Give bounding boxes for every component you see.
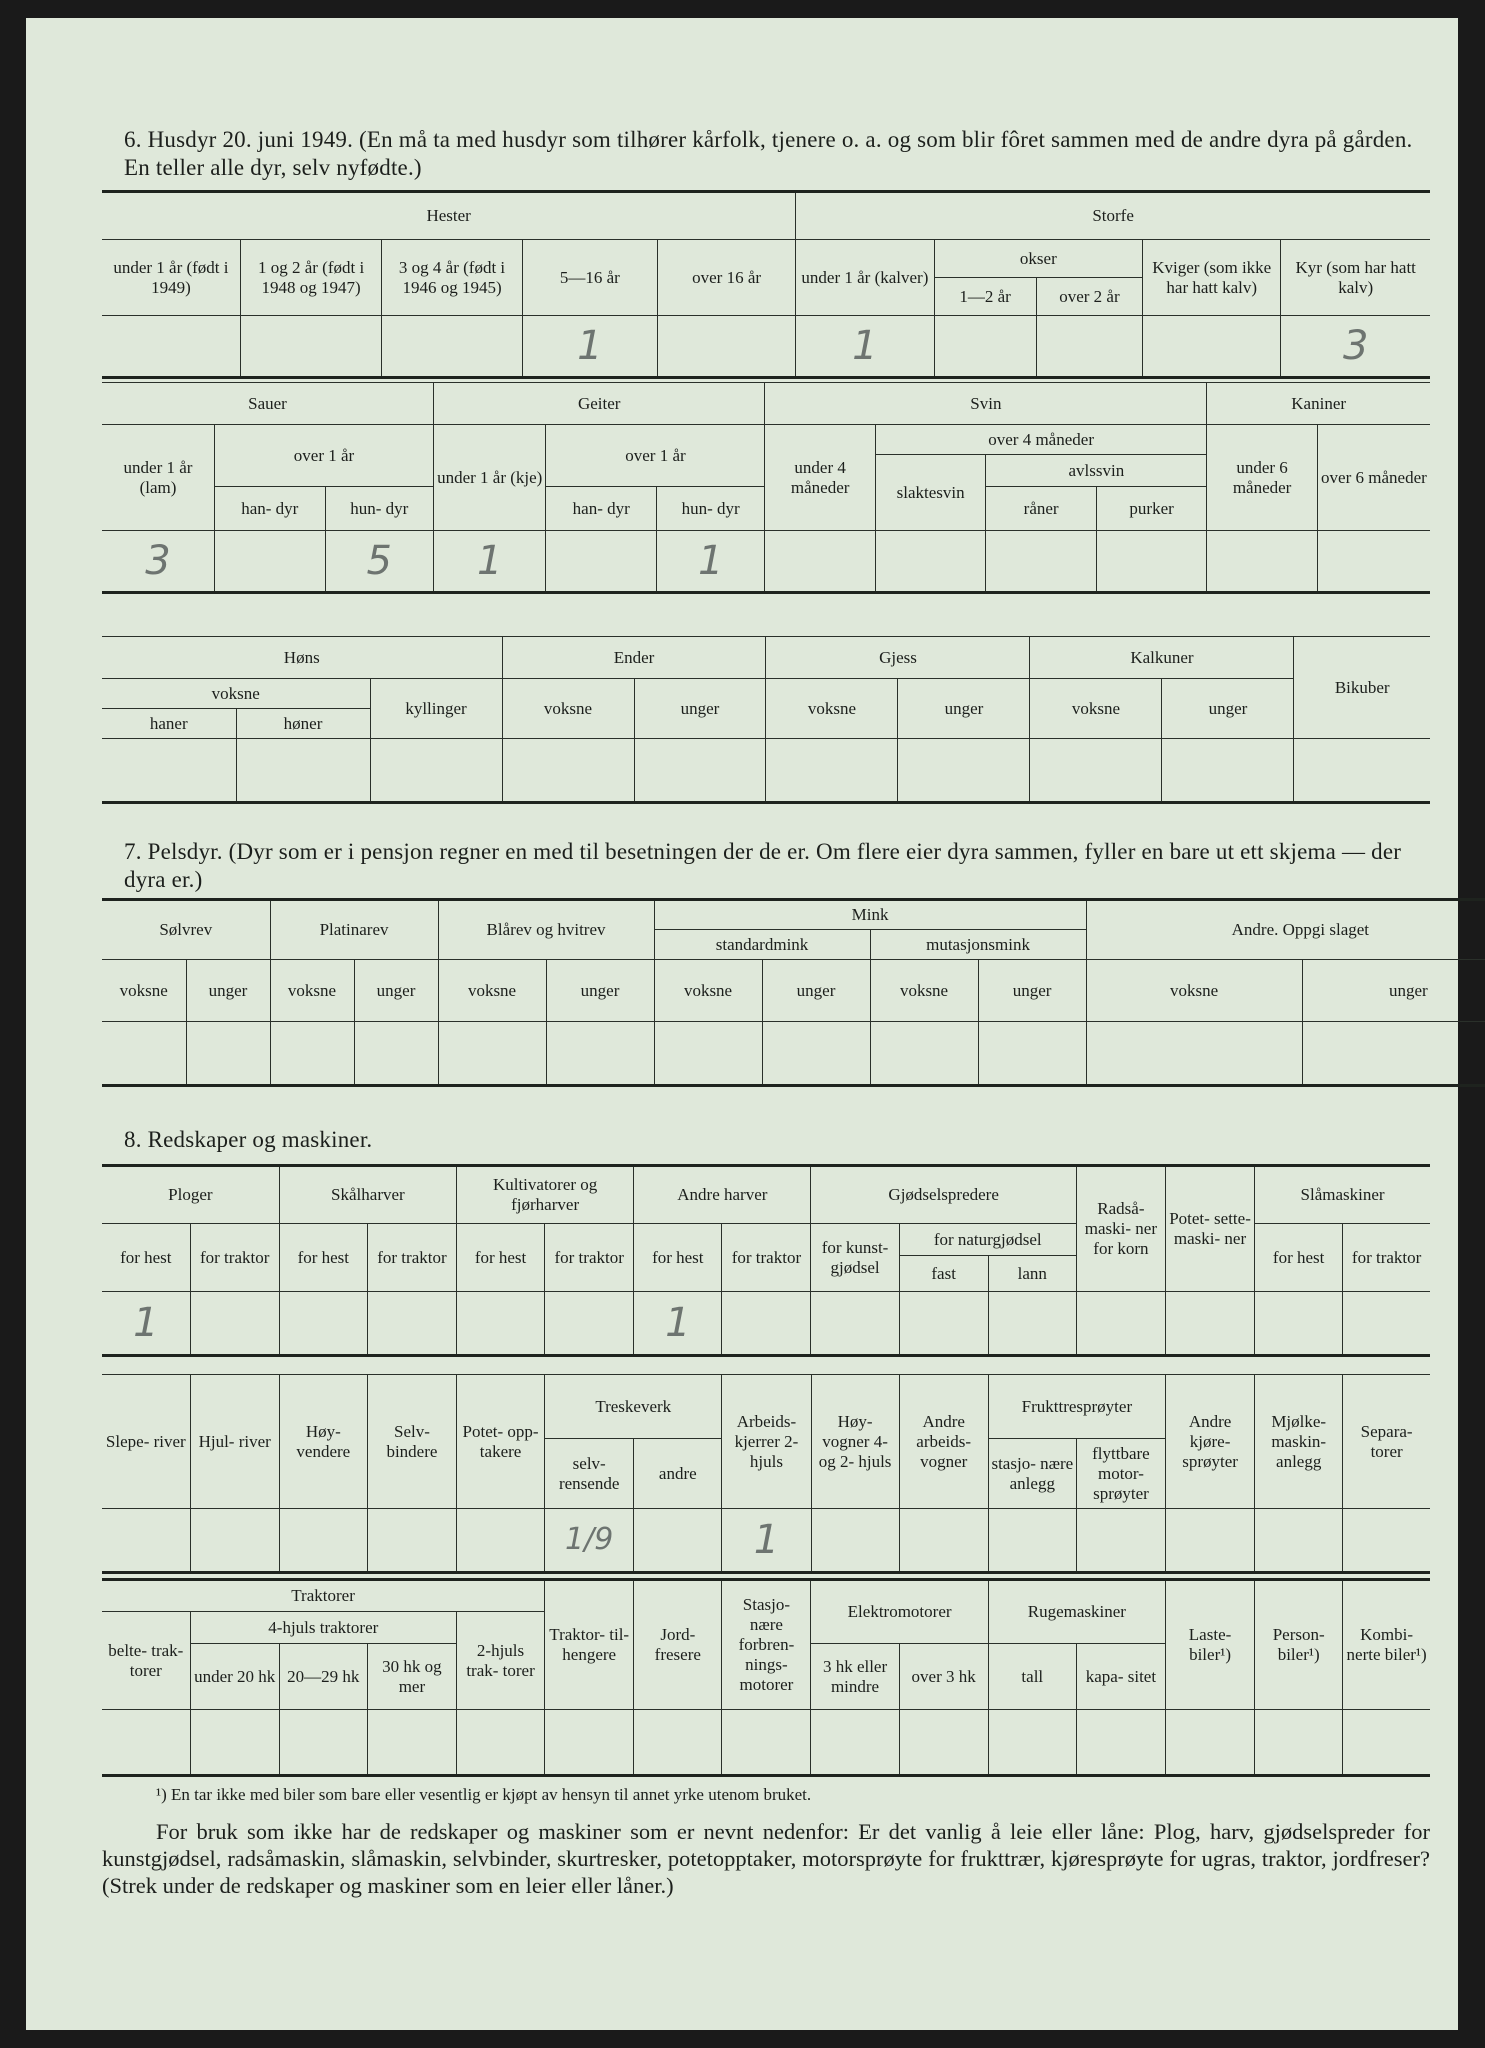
cell-input[interactable]	[367, 1509, 456, 1573]
closing-paragraph: For bruk som ikke har de redskaper og maskiner som er nevnt nedenfor: Er det vanlig å leie eller låne: Plog, harv, gjødselspreder for kunstgjødsel, radsåmaskin, slåmaskin, selvbinder, skurtresker, potetopptaker, motorsprøyte for frukttrær, kjøresprøyte for ugras, traktor, jordfreser? (Strek under de redskaper og maskiner som en leier eller låner.)	[102, 1819, 1430, 1898]
header-mutasjonsmink: mutasjonsmink	[870, 930, 1086, 960]
cell-input[interactable]	[382, 316, 522, 378]
header-kaniner: Kaniner	[1207, 383, 1430, 425]
header-platinarev: Platinarev	[270, 900, 438, 960]
section-6-heading: 6. Husdyr 20. juni 1949. (En må ta med husdyr som tilhører kårfolk, tjenere o. a. og som blir fôret sammen med de andre dyra på gården. En teller alle dyr, selv nyfødte.)	[124, 127, 1413, 180]
cell-input[interactable]	[190, 1292, 279, 1356]
header-4hjuls: 4-hjuls traktorer	[190, 1612, 456, 1644]
cell-input[interactable]	[1076, 1710, 1165, 1776]
col-avlssvin: avlssvin	[986, 455, 1207, 487]
cell-input[interactable]	[978, 1022, 1086, 1086]
header-ploger: Ploger	[102, 1166, 279, 1224]
header-ender: Ender	[502, 637, 766, 679]
col-kviger: Kviger (som ikke har hatt kalv)	[1143, 240, 1281, 316]
section-8-heading: 8. Redskaper og maskiner.	[124, 1127, 373, 1152]
cell-input[interactable]	[545, 1292, 634, 1356]
col-kan-over6: over 6 måneder	[1317, 425, 1430, 531]
cell-input[interactable]	[657, 316, 795, 378]
col-naturgjodsel: for naturgjødsel	[899, 1224, 1076, 1256]
cell-input[interactable]	[722, 1292, 811, 1356]
cell-input[interactable]	[457, 1509, 545, 1573]
table-sauer-geiter-svin	[102, 382, 1430, 594]
col-arbeidskjerrer: Arbeids- kjerrer 2-hjuls	[722, 1375, 811, 1509]
col-30hk: 30 hk og mer	[367, 1644, 456, 1710]
cell-input[interactable]	[1255, 1509, 1343, 1573]
cell-input[interactable]	[765, 531, 875, 593]
cell-input[interactable]	[934, 316, 1036, 378]
table-pelsdyr	[102, 898, 1485, 1087]
col-ender-voksne: voksne	[502, 679, 634, 739]
col-sau-hundyr: hun- dyr	[325, 487, 433, 531]
col-slamaskiner-hest: for hest	[1255, 1224, 1343, 1292]
cell-sau-lam[interactable]: 3	[102, 531, 215, 593]
cell-input[interactable]	[766, 739, 898, 803]
col-hester-over16: over 16 år	[657, 240, 795, 316]
col-geit-handyr: han- dyr	[546, 487, 656, 531]
col-geit-over1: over 1 år	[546, 425, 765, 487]
col-jordfresere: Jord- fresere	[634, 1580, 722, 1710]
cell-input[interactable]	[811, 1292, 899, 1356]
col-andre-harver-hest: for hest	[634, 1224, 722, 1292]
col-kultivatorer-traktor: for traktor	[545, 1224, 634, 1292]
cell-arbeidskjerrer[interactable]: 1	[722, 1509, 811, 1573]
header-hons: Høns	[102, 637, 502, 679]
col-standardmink-voksne: voksne	[654, 960, 762, 1022]
col-kunstgjodsel: for kunst- gjødsel	[811, 1224, 899, 1292]
cell-hester-5-16[interactable]: 1	[522, 316, 657, 378]
col-mjolkemaskinanlegg: Mjølke- maskin- anlegg	[1255, 1375, 1343, 1509]
col-kombinerte: Kombi- nerte biler¹)	[1343, 1580, 1430, 1710]
col-blarev-unger: unger	[546, 960, 654, 1022]
cell-input[interactable]	[1255, 1292, 1343, 1356]
header-gjess: Gjess	[766, 637, 1030, 679]
header-andre-pelsdyr: Andre. Oppgi slaget	[1086, 900, 1485, 960]
col-andre-unger: unger	[1302, 960, 1485, 1022]
table-traktorer	[102, 1578, 1430, 1777]
col-kalkuner-unger: unger	[1162, 679, 1294, 739]
cell-input[interactable]	[634, 1710, 722, 1776]
col-hons-voksne: voksne	[102, 679, 370, 709]
col-andre-kjoresproyter: Andre kjøre- sprøyter	[1166, 1375, 1255, 1509]
cell-input[interactable]	[1343, 1710, 1430, 1776]
col-hester-5-16: 5—16 år	[522, 240, 657, 316]
cell-input[interactable]	[988, 1292, 1076, 1356]
header-kultivatorer: Kultivatorer og fjørharver	[457, 1166, 634, 1224]
col-slaktesvin: slaktesvin	[875, 455, 985, 531]
cell-input[interactable]	[1294, 739, 1430, 803]
col-stasjonaere-motorer: Stasjo- nære forbren- nings- motorer	[722, 1580, 811, 1710]
cell-input[interactable]	[438, 1022, 546, 1086]
cell-input[interactable]	[457, 1292, 545, 1356]
col-honer: høner	[236, 709, 370, 739]
col-hester-1og2: 1 og 2 år (født i 1948 og 1947)	[240, 240, 382, 316]
cell-input[interactable]	[1165, 1710, 1254, 1776]
col-okser: okser	[934, 240, 1143, 278]
col-fast: fast	[899, 1256, 988, 1292]
cell-input[interactable]	[190, 1710, 279, 1776]
header-kalkuner: Kalkuner	[1030, 637, 1294, 679]
cell-storfe-under1[interactable]: 1	[796, 316, 934, 378]
header-geiter: Geiter	[433, 383, 764, 425]
cell-andre-harver-hest[interactable]: 1	[634, 1292, 722, 1356]
cell-input[interactable]	[279, 1710, 367, 1776]
cell-input[interactable]	[654, 1022, 762, 1086]
col-separatorer: Separa- torer	[1343, 1375, 1430, 1509]
cell-input[interactable]	[102, 1710, 190, 1776]
col-okser-1-2: 1—2 år	[934, 278, 1036, 316]
col-purker: purker	[1096, 487, 1206, 531]
col-mutasjonsmink-voksne: voksne	[870, 960, 978, 1022]
cell-input[interactable]	[502, 739, 634, 803]
cell-input[interactable]	[1343, 1509, 1430, 1573]
col-slamaskiner-traktor: for traktor	[1343, 1224, 1430, 1292]
header-hester: Hester	[102, 192, 796, 240]
cell-input[interactable]	[102, 1022, 186, 1086]
col-skalharver-hest: for hest	[279, 1224, 367, 1292]
col-stasjonaere-anlegg: stasjo- nære anlegg	[988, 1439, 1076, 1509]
cell-input[interactable]	[186, 1022, 270, 1086]
cell-geit-kje[interactable]: 1	[433, 531, 546, 593]
col-hjulriver: Hjul- river	[190, 1375, 279, 1509]
cell-input[interactable]	[1036, 316, 1142, 378]
cell-input[interactable]	[988, 1710, 1076, 1776]
col-hester-3og4: 3 og 4 år (født i 1946 og 1945)	[382, 240, 522, 316]
header-standardmink: standardmink	[654, 930, 870, 960]
col-20-29: 20—29 hk	[279, 1644, 367, 1710]
cell-kyr[interactable]: 3	[1281, 316, 1430, 378]
cell-input[interactable]	[898, 739, 1030, 803]
col-solvrev-unger: unger	[186, 960, 270, 1022]
col-flyttbare: flyttbare motor- sprøyter	[1076, 1439, 1165, 1509]
cell-input[interactable]	[1165, 1292, 1254, 1356]
col-standardmink-unger: unger	[762, 960, 870, 1022]
cell-input[interactable]	[986, 531, 1096, 593]
cell-input[interactable]	[215, 531, 325, 593]
col-kyr: Kyr (som har hatt kalv)	[1281, 240, 1430, 316]
cell-input[interactable]	[354, 1022, 438, 1086]
col-ender-unger: unger	[634, 679, 766, 739]
col-ploger-hest: for hest	[102, 1224, 190, 1292]
cell-input[interactable]	[1166, 1509, 1255, 1573]
header-traktorer: Traktorer	[102, 1580, 545, 1612]
col-kyllinger: kyllinger	[370, 679, 502, 739]
cell-input[interactable]	[1076, 1509, 1165, 1573]
header-elektromotorer: Elektromotorer	[811, 1580, 988, 1644]
footnote: ¹) En tar ikke med biler som bare eller vesentlig er kjøpt av hensyn til annet yrke utenom bruket.	[156, 1785, 812, 1804]
cell-input[interactable]	[367, 1710, 456, 1776]
col-over3hk: over 3 hk	[899, 1644, 988, 1710]
cell-input[interactable]	[1162, 739, 1294, 803]
header-mink: Mink	[654, 900, 1086, 930]
cell-input[interactable]	[811, 1710, 899, 1776]
col-personbiler: Person- biler¹)	[1255, 1580, 1343, 1710]
header-rugemaskiner: Rugemaskiner	[988, 1580, 1165, 1644]
cell-input[interactable]	[634, 1509, 722, 1573]
cell-input[interactable]	[988, 1509, 1076, 1573]
cell-input[interactable]	[875, 531, 985, 593]
col-tall: tall	[988, 1644, 1076, 1710]
col-sau-handyr: han- dyr	[215, 487, 325, 531]
table-hester-storfe	[102, 190, 1430, 379]
col-svin-over4: over 4 måneder	[875, 425, 1206, 455]
col-treskeverk-andre: andre	[634, 1439, 722, 1509]
cell-input[interactable]	[899, 1710, 988, 1776]
cell-input[interactable]	[1143, 316, 1281, 378]
header-bikuber: Bikuber	[1294, 637, 1430, 739]
header-sauer: Sauer	[102, 383, 433, 425]
header-frukttresproyter: Frukttresprøyter	[988, 1375, 1165, 1439]
col-sleperiver: Slepe- river	[102, 1375, 190, 1509]
cell-input[interactable]	[240, 316, 382, 378]
col-traktortilhengere: Traktor- til- hengere	[545, 1580, 634, 1710]
header-storfe: Storfe	[796, 192, 1430, 240]
cell-input[interactable]	[1096, 531, 1206, 593]
cell-input[interactable]	[546, 531, 656, 593]
header-slamaskiner: Slåmaskiner	[1255, 1166, 1430, 1224]
col-geit-under1: under 1 år (kje)	[433, 425, 546, 531]
cell-input[interactable]	[1030, 739, 1162, 803]
cell-input[interactable]	[270, 1022, 354, 1086]
col-hoyvendere: Høy- vendere	[279, 1375, 367, 1509]
col-under20: under 20 hk	[190, 1644, 279, 1710]
cell-input[interactable]	[1207, 531, 1317, 593]
header-svin: Svin	[765, 383, 1207, 425]
header-solvrev: Sølvrev	[102, 900, 270, 960]
cell-input[interactable]	[899, 1509, 988, 1573]
header-andre-harver: Andre harver	[634, 1166, 811, 1224]
cell-input[interactable]	[102, 739, 236, 803]
col-selvrensende: selv- rensende	[545, 1439, 634, 1509]
col-kapasitet: kapa- sitet	[1076, 1644, 1165, 1710]
header-treskeverk: Treskeverk	[545, 1375, 722, 1439]
cell-input[interactable]	[762, 1022, 870, 1086]
col-andre-harver-traktor: for traktor	[722, 1224, 811, 1292]
cell-input[interactable]	[1255, 1710, 1343, 1776]
cell-input[interactable]	[634, 739, 766, 803]
col-lann: lann	[988, 1256, 1076, 1292]
col-raner: råner	[986, 487, 1096, 531]
header-blarev: Blårev og hvitrev	[438, 900, 654, 960]
table-redskaper-2	[102, 1374, 1430, 1574]
col-blarev-voksne: voksne	[438, 960, 546, 1022]
col-sau-over1: over 1 år	[215, 425, 434, 487]
col-storfe-under1: under 1 år (kalver)	[796, 240, 934, 316]
cell-input[interactable]	[456, 1710, 544, 1776]
col-geit-hundyr: hun- dyr	[656, 487, 764, 531]
col-solvrev-voksne: voksne	[102, 960, 186, 1022]
cell-sau-hundyr[interactable]: 5	[325, 531, 433, 593]
header-gjodselspredere: Gjødselspredere	[811, 1166, 1076, 1224]
col-ploger-traktor: for traktor	[190, 1224, 279, 1292]
cell-input[interactable]	[546, 1022, 654, 1086]
col-kultivatorer-hest: for hest	[457, 1224, 545, 1292]
cell-input[interactable]	[1343, 1292, 1430, 1356]
col-okser-over2: over 2 år	[1036, 278, 1142, 316]
col-gjess-voksne: voksne	[766, 679, 898, 739]
header-skalharver: Skålharver	[279, 1166, 456, 1224]
col-beltetraktorer: belte- trak- torer	[102, 1612, 190, 1710]
cell-input[interactable]	[722, 1710, 811, 1776]
table-fjorfe	[102, 636, 1430, 804]
col-andre-arbeidsvogner: Andre arbeids- vogner	[899, 1375, 988, 1509]
cell-input[interactable]	[899, 1292, 988, 1356]
cell-selvrensende[interactable]: 1/9	[545, 1509, 634, 1573]
form-page	[26, 18, 1458, 2030]
col-hoyvogner: Høy- vogner 4- og 2- hjuls	[811, 1375, 899, 1509]
cell-input[interactable]	[870, 1022, 978, 1086]
col-andre-voksne: voksne	[1086, 960, 1302, 1022]
cell-input[interactable]	[279, 1509, 367, 1573]
col-3hk-mindre: 3 hk eller mindre	[811, 1644, 899, 1710]
cell-geit-hundyr[interactable]: 1	[656, 531, 764, 593]
col-skalharver-traktor: for traktor	[367, 1224, 456, 1292]
col-haner: haner	[102, 709, 236, 739]
cell-input[interactable]	[1086, 1022, 1302, 1086]
cell-input[interactable]	[102, 316, 240, 378]
col-platinarev-unger: unger	[354, 960, 438, 1022]
col-hester-under1: under 1 år (født i 1949)	[102, 240, 240, 316]
cell-input[interactable]	[236, 739, 370, 803]
col-kalkuner-voksne: voksne	[1030, 679, 1162, 739]
header-radsamaskiner: Radså- maski- ner for korn	[1076, 1166, 1165, 1292]
col-lastebiler: Laste- biler¹)	[1165, 1580, 1254, 1710]
cell-input[interactable]	[370, 739, 502, 803]
header-potettesettemaskiner: Potet- sette- maski- ner	[1165, 1166, 1254, 1292]
col-mutasjonsmink-unger: unger	[978, 960, 1086, 1022]
cell-input[interactable]	[1317, 531, 1430, 593]
col-platinarev-voksne: voksne	[270, 960, 354, 1022]
col-sau-under1: under 1 år (lam)	[102, 425, 215, 531]
section-7-heading: 7. Pelsdyr. (Dyr som er i pensjon regner en med til besetningen der de er. Om flere eier dyra sammen, fyller en bare ut ett skjema — der dyra er.)	[124, 839, 1402, 892]
cell-input[interactable]	[367, 1292, 456, 1356]
cell-input[interactable]	[102, 1509, 190, 1573]
cell-ploger-hest[interactable]: 1	[102, 1292, 190, 1356]
cell-input[interactable]	[279, 1292, 367, 1356]
col-2hjuls: 2-hjuls trak- torer	[456, 1612, 544, 1710]
cell-input[interactable]	[190, 1509, 279, 1573]
cell-input[interactable]	[1076, 1292, 1165, 1356]
cell-input[interactable]	[545, 1710, 634, 1776]
col-potetopptakere: Potet- opp- takere	[457, 1375, 545, 1509]
table-redskaper-1	[102, 1164, 1430, 1357]
col-svin-under4: under 4 måneder	[765, 425, 875, 531]
col-selvbindere: Selv- bindere	[367, 1375, 456, 1509]
col-gjess-unger: unger	[898, 679, 1030, 739]
col-kan-under6: under 6 måneder	[1207, 425, 1317, 531]
cell-input[interactable]	[1302, 1022, 1485, 1086]
cell-input[interactable]	[811, 1509, 899, 1573]
